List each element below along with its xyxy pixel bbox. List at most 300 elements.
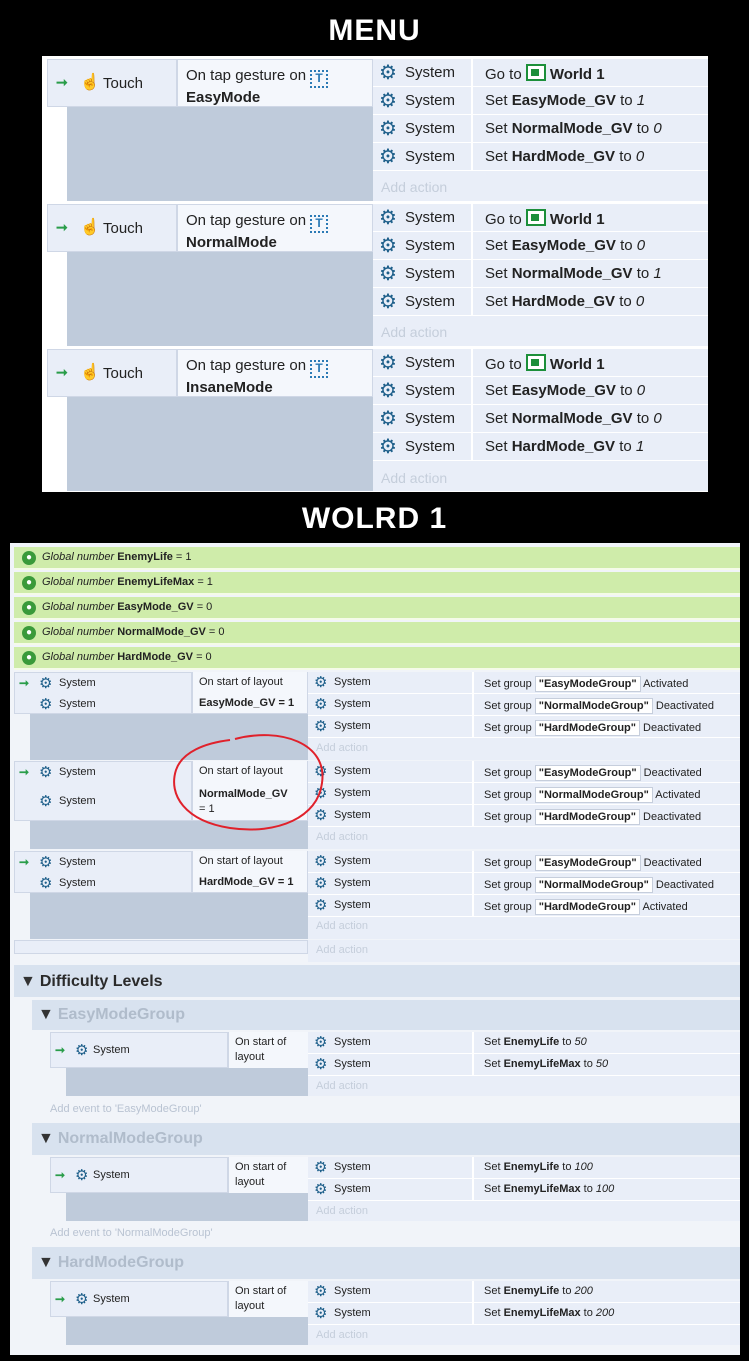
group-tag: "NormalModeGroup" — [535, 787, 653, 803]
touch-icon: ☝ — [80, 219, 100, 236]
gear-icon: ⚙ — [75, 1042, 89, 1059]
gear-icon: ⚙ — [379, 263, 397, 285]
text-object-icon: T — [310, 360, 328, 378]
global-variable[interactable] — [14, 647, 740, 670]
gear-icon: ⚙ — [379, 207, 397, 229]
action-verb: Set group — [484, 789, 532, 801]
group-state: Activated — [642, 901, 688, 913]
action-object: System — [405, 92, 456, 109]
gear-icon: ⚙ — [314, 1056, 328, 1073]
empty-event[interactable] — [14, 940, 740, 962]
action-row[interactable] — [373, 377, 708, 405]
action-verb: Set — [484, 1058, 501, 1070]
gear-icon: ⚙ — [314, 718, 328, 735]
condition-line: layout — [235, 1176, 265, 1188]
condition-touch[interactable] — [47, 204, 177, 252]
action-target: EnemyLife — [503, 1161, 560, 1173]
group-event[interactable] — [50, 1157, 740, 1221]
world-event-hard[interactable] — [14, 851, 740, 939]
touch-label: Touch — [103, 365, 144, 382]
action-row[interactable] — [373, 349, 708, 377]
action-to: to — [619, 148, 632, 165]
var-label: Global number — [42, 651, 115, 663]
var-name: EnemyLifeMax — [117, 576, 195, 588]
actions-column — [373, 59, 708, 201]
action-value: 50 — [574, 1036, 587, 1048]
action-target: NormalMode_GV — [511, 265, 633, 282]
action-row[interactable] — [308, 761, 740, 783]
group-easymode[interactable] — [32, 1000, 740, 1030]
run-arrow-icon: ➞ — [56, 74, 68, 90]
var-value: = 1 — [197, 576, 213, 588]
action-object: System — [334, 855, 371, 867]
action-verb: Go to — [485, 356, 522, 373]
add-action-link[interactable]: Add action — [381, 179, 448, 195]
actions-column — [308, 1281, 740, 1345]
actions-column — [308, 672, 740, 760]
add-event-link[interactable]: Add event to 'NormalModeGroup' — [50, 1227, 213, 1239]
condition-objects[interactable] — [14, 851, 192, 893]
action-value: 0 — [653, 410, 662, 427]
condition-object: System — [59, 795, 96, 807]
action-object: System — [334, 787, 371, 799]
var-name: NormalMode_GV — [117, 626, 206, 638]
action-object: System — [334, 899, 371, 911]
action-object: System — [334, 676, 371, 688]
group-title: Difficulty Levels — [39, 973, 163, 990]
action-target: EnemyLife — [503, 1036, 560, 1048]
action-to: to — [619, 293, 632, 310]
action-to: to — [562, 1285, 572, 1297]
gear-icon: ⚙ — [39, 854, 53, 871]
group-tag: "HardModeGroup" — [535, 809, 640, 825]
action-target: EasyMode_GV — [511, 92, 616, 109]
action-target: HardMode_GV — [511, 148, 616, 165]
action-verb: Set group — [484, 811, 532, 823]
var-label: Global number — [42, 551, 115, 563]
action-target: HardMode_GV — [511, 293, 616, 310]
condition-text[interactable] — [192, 693, 308, 714]
action-target: EasyMode_GV — [511, 382, 616, 399]
action-object: System — [405, 64, 456, 81]
action-verb: Set — [485, 382, 508, 399]
condition-line: NormalMode_GV — [199, 788, 288, 800]
add-action-link[interactable]: Add action — [316, 1080, 368, 1092]
action-verb: Set — [485, 293, 508, 310]
group-state: Deactivated — [643, 857, 702, 869]
group-title: EasyModeGroup — [57, 1006, 185, 1023]
globe-icon: ● — [22, 651, 36, 665]
action-row[interactable] — [308, 1281, 740, 1303]
action-verb: Set — [484, 1161, 501, 1173]
add-action-link[interactable]: Add action — [316, 920, 368, 932]
layout-icon — [526, 354, 546, 371]
var-value: = 0 — [196, 651, 212, 663]
action-verb: Set — [485, 265, 508, 282]
gear-icon: ⚙ — [39, 875, 53, 892]
condition-text[interactable] — [192, 872, 308, 893]
red-annotation-circle — [160, 725, 335, 840]
action-target: NormalMode_GV — [511, 120, 633, 137]
condition-line: layout — [235, 1051, 265, 1063]
condition-object-label: System — [93, 1044, 130, 1056]
action-row[interactable] — [308, 1054, 740, 1076]
action-row[interactable] — [373, 143, 708, 171]
touch-label: Touch — [103, 220, 144, 237]
var-label: Global number — [42, 626, 115, 638]
condition-line: On tap gesture on — [186, 67, 307, 84]
action-row[interactable] — [373, 204, 708, 232]
action-row[interactable] — [373, 288, 708, 316]
global-variable[interactable] — [14, 572, 740, 595]
action-object: System — [334, 698, 371, 710]
menu-event-sheet — [42, 56, 708, 492]
event-body — [67, 397, 373, 491]
group-state: Activated — [643, 678, 689, 690]
gear-icon: ⚙ — [314, 807, 328, 824]
event-body — [66, 1068, 344, 1096]
action-object: System — [405, 209, 456, 226]
collapse-triangle-icon: ▼ — [38, 1006, 54, 1023]
action-row[interactable] — [308, 851, 740, 873]
action-verb: Set group — [484, 879, 532, 891]
group-state: Deactivated — [643, 722, 702, 734]
gear-icon: ⚙ — [314, 853, 328, 870]
condition-objects[interactable] — [14, 672, 192, 714]
action-verb: Go to — [485, 211, 522, 228]
condition-object: System — [59, 677, 96, 689]
layout-icon — [526, 64, 546, 81]
action-value: 50 — [595, 1058, 609, 1070]
condition-object: System — [59, 877, 96, 889]
gear-icon: ⚙ — [314, 897, 328, 914]
group-event[interactable] — [50, 1032, 740, 1096]
gear-icon: ⚙ — [379, 408, 397, 430]
group-tag: "EasyModeGroup" — [535, 765, 641, 781]
actions-column — [308, 1032, 740, 1096]
group-state: Activated — [655, 789, 701, 801]
action-to: to — [636, 120, 650, 137]
gear-icon: ⚙ — [379, 146, 397, 168]
action-row[interactable] — [308, 1179, 740, 1201]
action-verb: Set group — [484, 857, 532, 869]
collapse-triangle-icon: ▼ — [20, 973, 36, 990]
group-title: NormalModeGroup — [57, 1130, 203, 1147]
action-verb: Set — [484, 1307, 501, 1319]
text-object-icon: T — [310, 70, 328, 88]
run-arrow-icon: ➞ — [19, 765, 30, 779]
condition-text[interactable] — [177, 59, 373, 107]
gear-icon: ⚙ — [379, 380, 397, 402]
gear-icon: ⚙ — [314, 1283, 328, 1300]
action-target: EasyMode_GV — [511, 237, 616, 254]
var-name: EnemyLife — [117, 551, 173, 563]
add-action-link[interactable]: Add action — [316, 1205, 368, 1217]
gear-icon: ⚙ — [314, 785, 328, 802]
empty-condition[interactable] — [14, 940, 308, 954]
group-normalmode[interactable] — [32, 1123, 740, 1155]
condition-object: System — [59, 698, 96, 710]
group-state: Deactivated — [643, 811, 702, 823]
action-object: System — [405, 354, 456, 371]
action-row[interactable] — [308, 672, 740, 694]
action-verb: Set group — [484, 700, 532, 712]
collapse-triangle-icon: ▼ — [38, 1130, 54, 1147]
text-object-icon: T — [310, 215, 328, 233]
action-row[interactable] — [308, 895, 740, 917]
group-title: HardModeGroup — [57, 1254, 185, 1271]
gear-icon: ⚙ — [314, 1159, 328, 1176]
group-state: Deactivated — [655, 879, 714, 891]
actions-column — [308, 940, 740, 962]
action-value: 100 — [595, 1183, 615, 1195]
action-verb: Set group — [484, 678, 532, 690]
actions-column — [308, 851, 740, 939]
action-verb: Set — [485, 237, 508, 254]
run-arrow-icon: ➞ — [19, 676, 30, 690]
add-event-link[interactable]: Add event to 'EasyModeGroup' — [50, 1103, 202, 1115]
action-verb: Set — [485, 410, 508, 427]
action-row[interactable] — [308, 716, 740, 738]
var-value: = 0 — [208, 626, 225, 638]
globe-icon: ● — [22, 601, 36, 615]
action-value: 1 — [636, 92, 646, 109]
group-tag: "EasyModeGroup" — [535, 676, 641, 692]
actions-column — [373, 349, 708, 491]
action-to: to — [562, 1161, 572, 1173]
event-body — [67, 107, 373, 201]
action-object: System — [405, 265, 456, 282]
world-event-normal[interactable] — [14, 761, 740, 849]
gear-icon: ⚙ — [379, 352, 397, 374]
touch-label: Touch — [103, 75, 144, 92]
action-row[interactable] — [373, 115, 708, 143]
global-variable[interactable] — [14, 622, 740, 645]
action-row[interactable] — [308, 694, 740, 716]
action-verb: Set — [485, 120, 508, 137]
gear-icon: ⚙ — [75, 1167, 89, 1184]
var-name: HardMode_GV — [117, 651, 194, 663]
group-state: Deactivated — [643, 767, 702, 779]
action-object: System — [334, 1161, 371, 1173]
condition-line: On tap gesture on — [186, 357, 307, 374]
action-object: System — [334, 809, 371, 821]
action-object: System — [405, 293, 456, 310]
action-value: 0 — [653, 120, 662, 137]
action-object: System — [405, 438, 456, 455]
condition-line: HardMode_GV = 1 — [199, 876, 294, 888]
gear-icon: ⚙ — [314, 1305, 328, 1322]
action-target: HardMode_GV — [511, 438, 616, 455]
run-arrow-icon: ➞ — [19, 855, 30, 869]
action-object: System — [405, 120, 456, 137]
globe-icon: ● — [22, 576, 36, 590]
gear-icon: ⚙ — [379, 118, 397, 140]
gear-icon: ⚙ — [314, 696, 328, 713]
action-row[interactable] — [373, 405, 708, 433]
action-object: System — [334, 1183, 371, 1195]
action-row[interactable] — [308, 1157, 740, 1179]
action-value: 1 — [653, 265, 662, 282]
action-object: System — [334, 1285, 371, 1297]
group-hardmode[interactable] — [32, 1247, 740, 1279]
condition-text[interactable] — [192, 672, 308, 693]
run-arrow-icon: ➞ — [55, 1292, 66, 1306]
condition-line: On start of layout — [199, 765, 283, 777]
action-row[interactable] — [308, 805, 740, 827]
world-event-easy[interactable] — [14, 672, 740, 760]
gear-icon: ⚙ — [379, 235, 397, 257]
action-row[interactable] — [308, 873, 740, 895]
add-action-link[interactable]: Add action — [316, 831, 368, 843]
action-to: to — [583, 1058, 593, 1070]
event-body — [30, 893, 308, 939]
gear-icon: ⚙ — [39, 793, 53, 810]
action-object: System — [334, 877, 371, 889]
action-row[interactable] — [308, 1032, 740, 1054]
action-target: EnemyLifeMax — [503, 1307, 581, 1319]
group-tag: "NormalModeGroup" — [535, 698, 653, 714]
actions-column — [308, 761, 740, 849]
action-row[interactable] — [373, 59, 708, 87]
action-object: System — [405, 410, 456, 427]
menu-event-easy[interactable] — [47, 59, 708, 201]
action-to: to — [636, 265, 650, 282]
action-object: System — [334, 720, 371, 732]
condition-touch[interactable] — [47, 59, 177, 107]
condition-text[interactable] — [192, 851, 308, 872]
action-object: System — [334, 1036, 371, 1048]
action-row[interactable] — [373, 232, 708, 260]
action-value: 200 — [574, 1285, 593, 1297]
action-row[interactable] — [308, 1303, 740, 1325]
gear-icon: ⚙ — [75, 1291, 89, 1308]
action-verb: Set group — [484, 901, 532, 913]
gear-icon: ⚙ — [39, 696, 53, 713]
condition-line: EasyMode_GV = 1 — [199, 697, 295, 709]
condition-line: On start of — [235, 1161, 287, 1173]
gear-icon: ⚙ — [314, 1034, 328, 1051]
condition-object[interactable] — [50, 1157, 228, 1193]
action-row[interactable] — [373, 87, 708, 115]
condition-object[interactable] — [50, 1032, 228, 1068]
menu-event-insane[interactable] — [47, 349, 708, 491]
condition-object: System — [59, 766, 96, 778]
gear-icon: ⚙ — [39, 675, 53, 692]
event-body — [67, 252, 373, 346]
condition-text[interactable] — [177, 204, 373, 252]
var-name: EasyMode_GV — [117, 601, 194, 613]
action-target: World 1 — [549, 211, 605, 228]
action-value: 200 — [595, 1307, 615, 1319]
gear-icon: ⚙ — [39, 764, 53, 781]
action-target: EnemyLifeMax — [503, 1058, 581, 1070]
action-to: to — [583, 1307, 593, 1319]
action-value: 1 — [635, 438, 645, 455]
condition-object-label: System — [93, 1169, 130, 1181]
action-object: System — [405, 382, 456, 399]
global-variable[interactable] — [14, 597, 740, 620]
condition-line: On start of — [235, 1036, 287, 1048]
add-action-link[interactable]: Add action — [316, 1329, 368, 1341]
action-verb: Set — [484, 1183, 501, 1195]
var-label: Global number — [42, 576, 115, 588]
action-target: EnemyLifeMax — [503, 1183, 581, 1195]
menu-event-normal[interactable] — [47, 204, 708, 346]
action-verb: Set — [485, 438, 508, 455]
action-verb: Set — [484, 1036, 501, 1048]
action-verb: Set group — [484, 767, 532, 779]
action-row[interactable] — [373, 433, 708, 461]
condition-line: On start of — [235, 1285, 287, 1297]
action-row[interactable] — [308, 783, 740, 805]
collapse-triangle-icon: ▼ — [38, 1254, 54, 1271]
condition-object: NormalMode — [186, 234, 277, 251]
condition-object-label: System — [93, 1293, 130, 1305]
condition-touch[interactable] — [47, 349, 177, 397]
action-object: System — [334, 765, 371, 777]
action-value: 0 — [636, 382, 646, 399]
condition-line: = 1 — [199, 803, 215, 815]
gear-icon: ⚙ — [314, 1181, 328, 1198]
action-target: NormalMode_GV — [511, 410, 633, 427]
condition-text[interactable] — [177, 349, 373, 397]
action-verb: Set — [485, 148, 508, 165]
add-action-link[interactable]: Add action — [381, 324, 448, 340]
run-arrow-icon: ➞ — [56, 364, 68, 380]
globe-icon: ● — [22, 626, 36, 640]
action-verb: Go to — [485, 66, 522, 83]
action-object: System — [334, 1058, 371, 1070]
action-row[interactable] — [373, 260, 708, 288]
run-arrow-icon: ➞ — [56, 219, 68, 235]
action-to: to — [619, 438, 632, 455]
add-action-link[interactable]: Add action — [316, 742, 368, 754]
global-variable[interactable] — [14, 547, 740, 570]
action-to: to — [583, 1183, 593, 1195]
add-action-link[interactable]: Add action — [381, 470, 448, 486]
action-verb: Set — [485, 92, 508, 109]
group-event[interactable] — [50, 1281, 740, 1345]
action-to: to — [620, 92, 633, 109]
action-value: 0 — [635, 293, 645, 310]
action-value: 100 — [574, 1161, 593, 1173]
action-to: to — [562, 1036, 572, 1048]
group-tag: "NormalModeGroup" — [535, 877, 653, 893]
group-difficulty-levels[interactable] — [14, 965, 740, 997]
var-label: Global number — [42, 601, 115, 613]
gear-icon: ⚙ — [314, 875, 328, 892]
touch-icon: ☝ — [80, 74, 100, 91]
action-value: 0 — [636, 237, 646, 254]
event-body — [66, 1317, 344, 1345]
condition-object[interactable] — [50, 1281, 228, 1317]
action-object: System — [334, 1307, 371, 1319]
action-to: to — [620, 237, 633, 254]
world-heading: WOLRD 1 — [301, 502, 448, 535]
layout-icon — [526, 209, 546, 226]
touch-icon: ☝ — [80, 364, 100, 381]
action-verb: Set group — [484, 722, 532, 734]
condition-line: layout — [235, 1300, 265, 1312]
gear-icon: ⚙ — [314, 674, 328, 691]
add-action-link[interactable]: Add action — [316, 944, 368, 956]
action-verb: Set — [484, 1285, 501, 1297]
condition-object: EasyMode — [186, 89, 261, 106]
var-value: = 1 — [175, 551, 192, 563]
actions-column — [308, 1157, 740, 1221]
action-to: to — [636, 410, 650, 427]
